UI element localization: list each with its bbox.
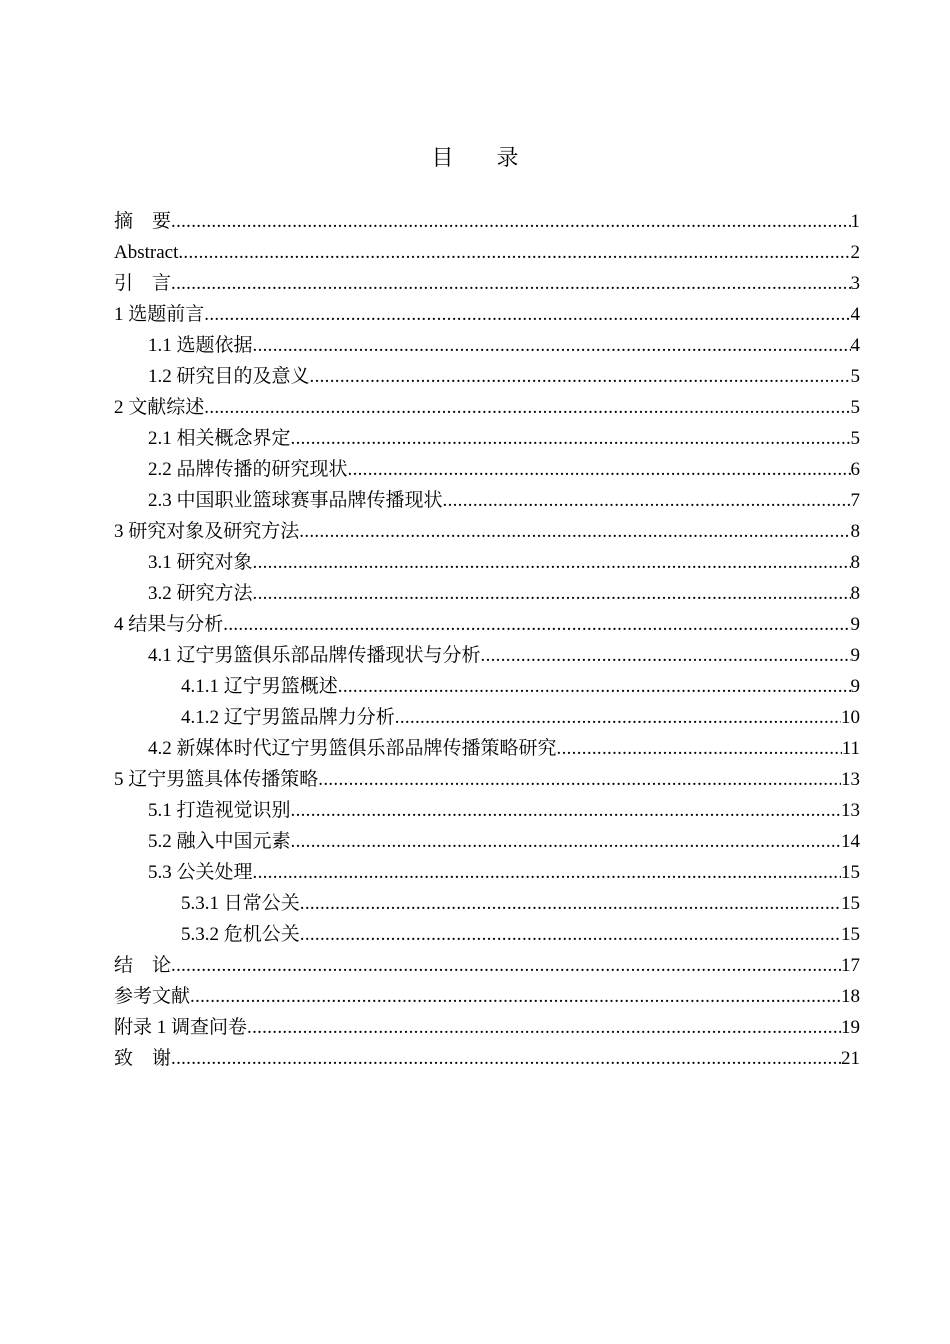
toc-page-number: 15 <box>841 924 860 945</box>
toc-entry[interactable] <box>114 392 860 423</box>
toc-leader-dots <box>171 206 850 237</box>
toc-entry-text: 结 论 <box>114 955 172 976</box>
toc-page-number: 13 <box>841 769 860 790</box>
toc-entry-text: 致 谢 <box>114 1048 172 1069</box>
toc-leader-dots <box>338 671 851 702</box>
toc-entry-text: 附录 1 调查问卷 <box>114 1017 248 1038</box>
toc-entry-text: 5.3.2 危机公关 <box>181 924 300 945</box>
toc-leader-dots <box>291 826 841 857</box>
toc-entry[interactable] <box>114 981 860 1012</box>
toc-entry-text: 4 结果与分析 <box>114 614 224 635</box>
toc-entry-text: 5.3 公关处理 <box>148 862 253 883</box>
table-of-contents <box>114 206 860 1074</box>
page-title: 目 录 <box>431 146 537 171</box>
toc-page-number: 18 <box>841 986 860 1007</box>
toc-entry[interactable] <box>114 330 860 361</box>
toc-entry-text: 1.1 选题依据 <box>148 335 253 356</box>
toc-page-number: 7 <box>850 490 860 511</box>
toc-entry-text: 2.3 中国职业篮球赛事品牌传播现状 <box>148 490 443 511</box>
toc-entry-text: 1.2 研究目的及意义 <box>148 366 310 387</box>
toc-entry-text: 3.2 研究方法 <box>148 583 253 604</box>
toc-leader-dots <box>190 981 841 1012</box>
toc-entry[interactable] <box>114 950 860 981</box>
toc-entry-text: 3.1 研究对象 <box>148 552 253 573</box>
toc-page-number: 4 <box>850 335 860 356</box>
toc-entry-text: 4.1.2 辽宁男篮品牌力分析 <box>181 707 395 728</box>
toc-page-number: 6 <box>850 459 860 480</box>
toc-leader-dots <box>204 392 850 423</box>
toc-leader-dots <box>481 640 851 671</box>
toc-leader-dots <box>253 578 851 609</box>
toc-page-number: 9 <box>850 614 860 635</box>
toc-page-number: 3 <box>850 273 860 294</box>
toc-page-number: 8 <box>850 521 860 542</box>
toc-entry-text: 2 文献综述 <box>114 397 205 418</box>
toc-leader-dots <box>300 888 841 919</box>
toc-entry[interactable] <box>114 671 860 702</box>
toc-page-number: 9 <box>850 676 860 697</box>
toc-leader-dots <box>171 1043 841 1074</box>
toc-entry-text: 5.1 打造视觉识别 <box>148 800 291 821</box>
toc-leader-dots <box>318 764 841 795</box>
toc-page-number: 4 <box>850 304 860 325</box>
toc-entry[interactable] <box>114 454 860 485</box>
toc-page-number: 19 <box>841 1017 860 1038</box>
toc-page-number: 1 <box>850 211 860 232</box>
toc-entry[interactable] <box>114 578 860 609</box>
toc-entry-text: 2.2 品牌传播的研究现状 <box>148 459 348 480</box>
toc-entry[interactable] <box>114 206 860 237</box>
toc-entry[interactable] <box>114 919 860 950</box>
toc-entry[interactable] <box>114 237 860 268</box>
toc-page-number: 10 <box>841 707 860 728</box>
toc-leader-dots <box>178 237 850 268</box>
toc-entry[interactable] <box>114 702 860 733</box>
toc-entry-text: 4.1 辽宁男篮俱乐部品牌传播现状与分析 <box>148 645 481 666</box>
toc-page-number: 14 <box>841 831 860 852</box>
toc-entry[interactable] <box>114 888 860 919</box>
toc-entry-text: 5.2 融入中国元素 <box>148 831 291 852</box>
toc-page-number: 5 <box>850 428 860 449</box>
toc-entry-text: 2.1 相关概念界定 <box>148 428 291 449</box>
toc-entry[interactable] <box>114 547 860 578</box>
toc-leader-dots <box>395 702 841 733</box>
toc-page-number: 13 <box>841 800 860 821</box>
toc-entry[interactable] <box>114 485 860 516</box>
toc-page-number: 21 <box>841 1048 860 1069</box>
toc-leader-dots <box>291 795 841 826</box>
toc-leader-dots <box>299 516 850 547</box>
toc-entry[interactable] <box>114 516 860 547</box>
toc-entry-text: 1 选题前言 <box>114 304 205 325</box>
toc-leader-dots <box>291 423 851 454</box>
toc-leader-dots <box>253 330 851 361</box>
toc-entry-text: 5.3.1 日常公关 <box>181 893 300 914</box>
toc-entry-text: 4.2 新媒体时代辽宁男篮俱乐部品牌传播策略研究 <box>148 738 557 759</box>
toc-page-number: 5 <box>850 366 860 387</box>
toc-entry[interactable] <box>114 268 860 299</box>
toc-entry[interactable] <box>114 764 860 795</box>
toc-page-number: 17 <box>841 955 860 976</box>
toc-leader-dots <box>348 454 851 485</box>
toc-entry[interactable] <box>114 361 860 392</box>
toc-page-number: 8 <box>850 583 860 604</box>
toc-leader-dots <box>253 547 851 578</box>
toc-entry-text: 3 研究对象及研究方法 <box>114 521 300 542</box>
toc-entry-text: 4.1.1 辽宁男篮概述 <box>181 676 338 697</box>
toc-entry[interactable] <box>114 826 860 857</box>
toc-entry-text: 摘 要 <box>114 211 172 232</box>
toc-page-number: 15 <box>841 893 860 914</box>
toc-entry[interactable] <box>114 795 860 826</box>
toc-entry[interactable] <box>114 423 860 454</box>
toc-entry[interactable] <box>114 857 860 888</box>
toc-leader-dots <box>204 299 850 330</box>
toc-leader-dots <box>247 1012 841 1043</box>
toc-entry[interactable] <box>114 640 860 671</box>
toc-entry-text: 参考文献 <box>114 986 191 1007</box>
toc-entry[interactable] <box>114 609 860 640</box>
toc-page-number: 5 <box>850 397 860 418</box>
toc-leader-dots <box>171 950 841 981</box>
toc-entry[interactable] <box>114 299 860 330</box>
toc-leader-dots <box>171 268 850 299</box>
toc-page-number: 11 <box>841 738 860 759</box>
toc-page-number: 9 <box>850 645 860 666</box>
toc-leader-dots <box>310 361 851 392</box>
toc-page-number: 15 <box>841 862 860 883</box>
toc-page-number: 2 <box>850 242 860 263</box>
toc-entry-text: 引 言 <box>114 273 172 294</box>
toc-entry[interactable] <box>114 1043 860 1074</box>
toc-leader-dots <box>557 733 842 764</box>
toc-entry[interactable] <box>114 733 860 764</box>
toc-page-number: 8 <box>850 552 860 573</box>
toc-leader-dots <box>253 857 841 888</box>
toc-entry-text: Abstract <box>114 242 179 263</box>
toc-leader-dots <box>300 919 841 950</box>
toc-leader-dots <box>223 609 850 640</box>
toc-leader-dots <box>443 485 851 516</box>
toc-entry[interactable] <box>114 1012 860 1043</box>
toc-entry-text: 5 辽宁男篮具体传播策略 <box>114 769 319 790</box>
